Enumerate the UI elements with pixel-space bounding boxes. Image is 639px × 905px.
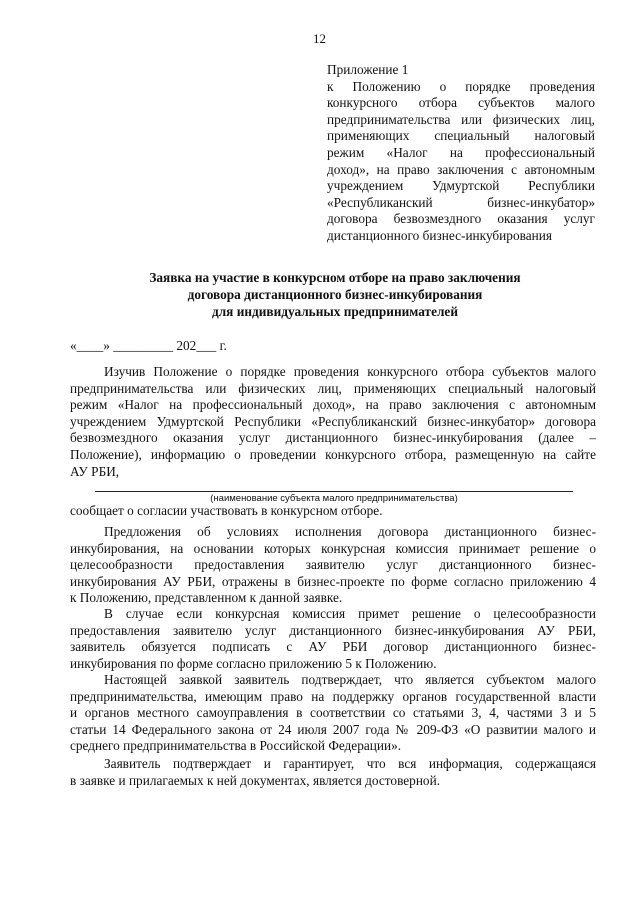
intro-paragraph bbox=[70, 364, 596, 480]
paragraph-line: Настоящей заявкой заявитель подтверждает, что является субъектом малого bbox=[104, 672, 596, 687]
appendix-line: учреждением Удмуртской Республики bbox=[327, 178, 595, 194]
paragraph-line: к Положению, представленном к данной заявке. bbox=[70, 590, 343, 606]
paragraph-line: предпринимательства, имеющим право на поддержку органов государственной власти bbox=[70, 688, 596, 704]
guarantee-paragraph bbox=[70, 756, 596, 789]
paragraph-line: Заявитель подтверждает и гарантирует, что вся информация, содержащаяся bbox=[104, 756, 596, 771]
heading-line: договора дистанционного бизнес-инкубирования bbox=[187, 286, 483, 302]
paragraph-line: режим «Налог на профессиональный доход», на право заключения с автономным bbox=[70, 397, 596, 413]
page-number: 12 bbox=[313, 31, 326, 46]
paragraph-line: целесообразности предоставления заявителю услуг дистанционного бизнес- bbox=[70, 557, 596, 573]
applicant-name-line bbox=[95, 491, 573, 492]
paragraph-line: Изучив Положение о порядке проведения конкурсного отбора субъектов малого bbox=[104, 364, 596, 379]
heading-line: Заявка на участие в конкурсном отборе на право заключения bbox=[149, 270, 521, 285]
appendix-reference bbox=[327, 62, 595, 245]
consent-line bbox=[70, 503, 596, 520]
paragraph-line: инкубирования, на основании которых конкурсная комиссия принимает решение о bbox=[70, 540, 596, 556]
paragraph-line: инкубирования АУ РБИ, отражены в бизнес-проекте по форме согласно приложению 4 bbox=[70, 573, 596, 589]
appendix-line: режим «Налог на профессиональный bbox=[327, 144, 595, 160]
paragraph-line: предоставления заявителю услуг дистанционного бизнес-инкубирования АУ РБИ, bbox=[70, 622, 596, 638]
paragraph-line: сообщает о согласии участвовать в конкурсном отборе. bbox=[70, 503, 383, 518]
paragraph-line: среднего предпринимательства в Российской Федерации». bbox=[70, 738, 402, 754]
appendix-line: к Положению о порядке проведения bbox=[327, 78, 595, 94]
proposals-paragraph bbox=[70, 524, 596, 607]
paragraph-line: АУ РБИ, bbox=[70, 463, 120, 479]
paragraph-line: в заявке и прилагаемых к ней документах, является достоверной. bbox=[70, 772, 441, 788]
date-line: «____» _________ 202___ г. bbox=[70, 338, 227, 353]
appendix-line: доход», на право заключения с автономным bbox=[327, 161, 595, 177]
paragraph-line: безвозмездного оказания услуг дистанционного бизнес-инкубирования (далее – bbox=[70, 430, 596, 446]
paragraph-line: учреждением Удмуртской Республики «Республиканский бизнес-инкубатор» договора bbox=[70, 413, 596, 429]
appendix-line: дистанционного бизнес-инкубирования bbox=[327, 227, 552, 243]
appendix-line: предпринимательства или физических лиц, bbox=[327, 111, 595, 127]
obligation-paragraph bbox=[70, 606, 596, 672]
appendix-line: договора безвозмездного оказания услуг bbox=[327, 211, 595, 227]
paragraph-line: заявитель обязуется подписать с АУ РБИ договор дистанционного бизнес- bbox=[70, 639, 596, 655]
paragraph-line: Положение), информацию о проведении конкурсного отбора, размещенную на сайте bbox=[70, 446, 596, 462]
paragraph-line: инкубирования по форме согласно приложению 5 к Положению. bbox=[70, 655, 437, 671]
appendix-line: «Республиканский бизнес-инкубатор» bbox=[327, 194, 595, 210]
paragraph-line: предпринимательства или физических лиц, применяющих специальный налоговый bbox=[70, 380, 596, 396]
heading-line: для индивидуальных предпринимателей bbox=[211, 303, 458, 319]
appendix-title: Приложение 1 bbox=[327, 62, 409, 77]
document-heading bbox=[70, 270, 600, 320]
paragraph-line: Предложения об условиях исполнения договора дистанционного бизнес- bbox=[104, 524, 596, 539]
paragraph-line: статьи 14 Федерального закона от 24 июля 2007 года № 209-ФЗ «О развитии малого и bbox=[70, 721, 596, 737]
paragraph-line: В случае если конкурсная комиссия примет решение о целесообразности bbox=[104, 606, 596, 621]
paragraph-line: и органов местного самоуправления в соответствии со статьями 3, 4, частями 3 и 5 bbox=[70, 705, 596, 721]
eligibility-paragraph bbox=[70, 672, 596, 755]
appendix-line: применяющих специальный налоговый bbox=[327, 128, 595, 144]
applicant-name-caption: (наименование субъекта малого предпринимательства) bbox=[210, 493, 458, 504]
appendix-line: конкурсного отбора субъектов малого bbox=[327, 95, 595, 111]
